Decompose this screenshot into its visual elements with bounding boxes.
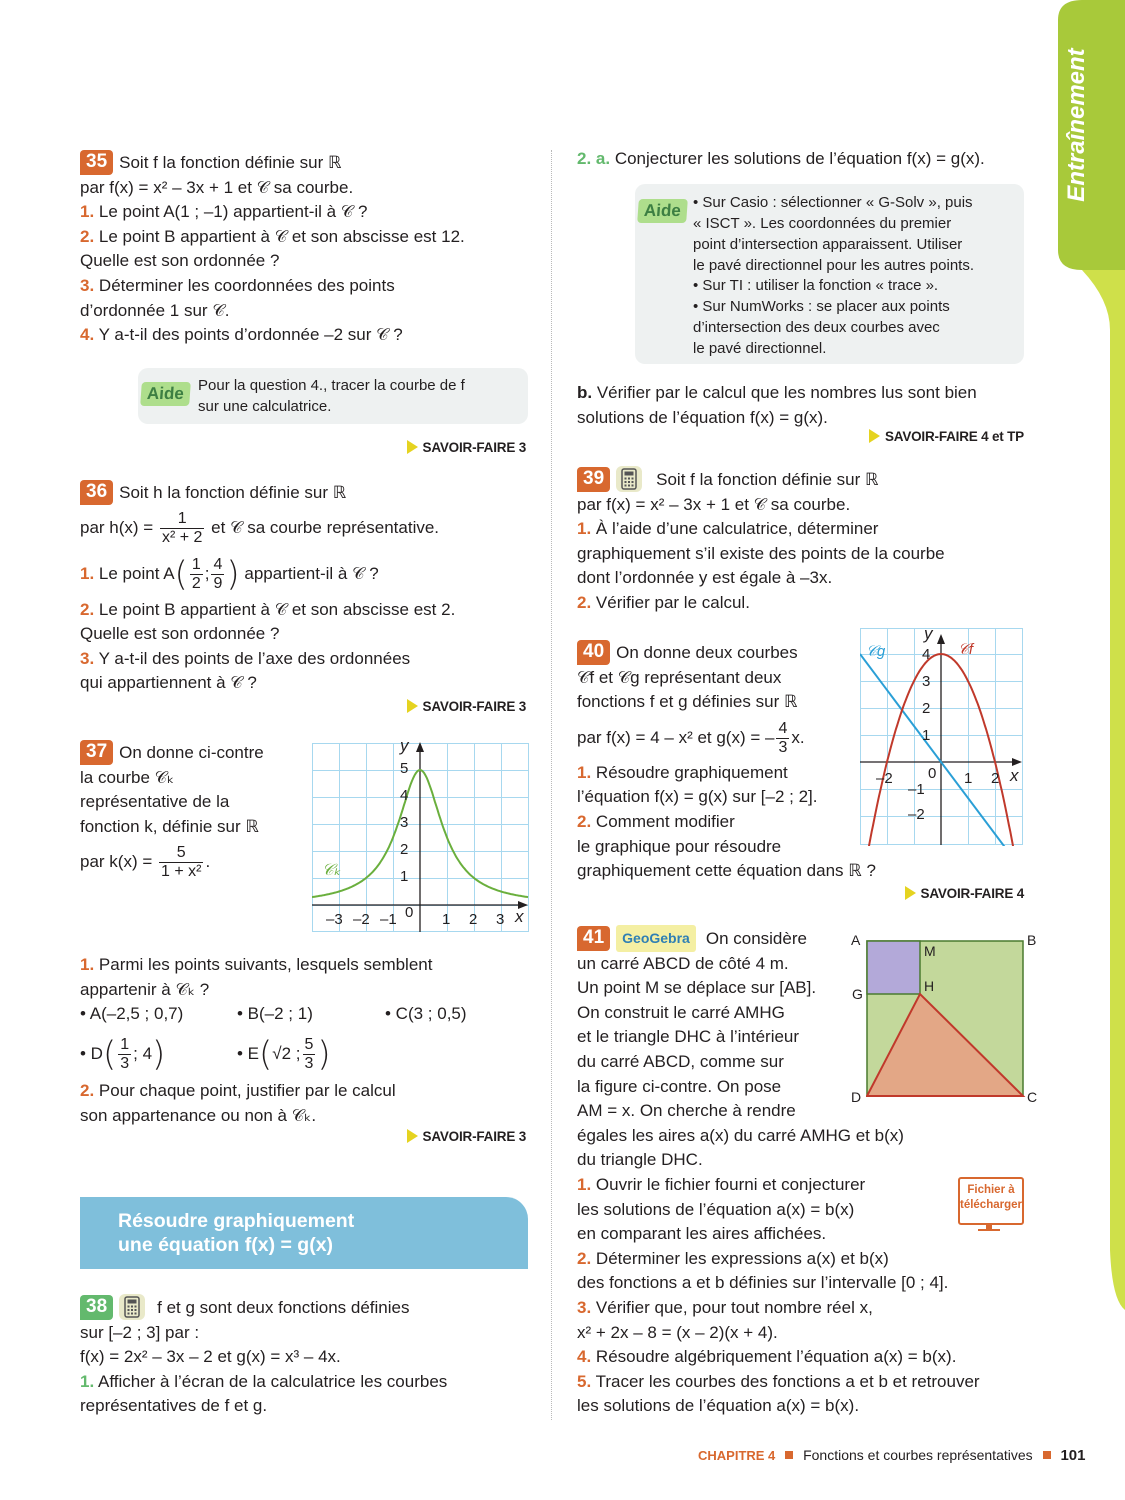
graph-fg-ylabel: y	[924, 624, 933, 643]
graph-fg-cg-label: 𝒞g	[866, 643, 886, 660]
graph-fg-xtick: –2	[876, 770, 893, 787]
section-title-line1: Résoudre graphiquement	[118, 1210, 355, 1232]
section-header	[80, 1197, 528, 1269]
exercise-35: 35 Soit f la fonction définie sur ℝ par f(x) = x² – 3x + 1 et 𝒞 sa courbe. 1. Le point A(1 ; –1) appartient-il à 𝒞 ? 2. Le point B appartient à 𝒞 et son abscisse est 12. Quelle est son ordonnée ? 3. Déterminer les coordonnées des points d’ordonnée 1 sur 𝒞. 4. Y a-t-il des points d’ordonnée –2 sur 𝒞 ?	[80, 151, 465, 345]
square-figure	[866, 940, 1026, 1098]
savoir-faire-link[interactable]: SAVOIR-FAIRE 3	[407, 699, 526, 714]
graph-fg-ytick: –1	[908, 781, 925, 798]
graph-ck-xtick: 0	[405, 904, 414, 921]
aide-box-38: Aide • Sur Casio : sélectionner « G-Solv », puis « ISCT ». Les coordonnées du premier point d’intersection apparaissent. Utiliser le pavé directionnel pour les autres points. • Sur TI : utiliser la fonction « trace ». • Sur NumWorks : se placer aux points d’intersection des deux courbes avec le pavé directionnel.	[635, 184, 1024, 364]
exercise-36: 36 Soit h la fonction définie sur ℝ par h(x) = $\frac{1}{\text{x² + 2}}$ et 𝒞 sa courbe représentative. 1. Le point A( $\frac{1}{2}$ ; $\frac{4}{9}$ ) appartient-il à 𝒞 ? 2. Le point B appartient à 𝒞 et son abscisse est 2. Quelle est son ordonnée ? 3. Y a-t-il des points de l’axe des ordonnées qui appartiennent à 𝒞 ?	[80, 481, 456, 693]
side-tab	[1058, 0, 1125, 1310]
graph-ck-xlabel: x	[515, 907, 524, 926]
section-title-line2: une équation f(x) = g(x)	[118, 1234, 334, 1256]
savoir-faire-link[interactable]: SAVOIR-FAIRE 3	[407, 440, 526, 455]
graph-fg-cf-label: 𝒞f	[958, 641, 974, 658]
download-file-button[interactable]: Fichier à télécharger	[958, 1177, 1022, 1235]
calculator-icon	[119, 1294, 145, 1320]
exercise-37: 37 On donne ci-contre la courbe 𝒞ₖ représentative de la fonction k, définie sur ℝ par k(x) = $\frac{5}{\text{1 + x²}}$ .	[80, 741, 264, 881]
savoir-faire-link[interactable]: SAVOIR-FAIRE 4 et TP	[869, 429, 1024, 444]
footer-chapter: CHAPITRE 4	[698, 1448, 776, 1463]
graph-ck-xtick: –2	[353, 911, 370, 928]
graph-ck-ytick: 5	[400, 760, 409, 777]
vertex-label-D: D	[851, 1089, 862, 1105]
graph-fg-xlabel: x	[1010, 766, 1019, 785]
graph-fg-xtick: 2	[991, 770, 1000, 787]
exercise-38: 38 f et g sont deux fonctions définies sur [–2 ; 3] par : f(x) = 2x² – 3x – 2 et g(x) = x³ – 4x. 1. Afficher à l’écran de la calculatrice les courbes représentatives de f et g.	[80, 1296, 448, 1416]
aide-badge: Aide	[637, 199, 688, 223]
graph-ck-ylabel: y	[400, 736, 409, 755]
graph-ck-xtick: –3	[326, 911, 343, 928]
footer-separator	[1043, 1451, 1051, 1459]
exercise-number: 35	[80, 150, 113, 175]
fraction: $\frac{1}{\text{x² + 2}}$	[161, 509, 203, 546]
footer-title: Fonctions et courbes représentatives	[803, 1447, 1033, 1463]
savoir-faire-link[interactable]: SAVOIR-FAIRE 3	[407, 1129, 526, 1144]
exercise-number: 38	[80, 1295, 113, 1320]
vertex-label-C: C	[1027, 1089, 1038, 1105]
graph-ck-ytick: 2	[400, 841, 409, 858]
exercise-39: 39 Soit f la fonction définie sur ℝ par f(x) = x² – 3x + 1 et 𝒞 sa courbe. 1. À l’aide d’une calculatrice, déterminer graphiquement s’il existe des points de la courbe dont l’ordonnée y est égale à –3x. 2. Vérifier par le calcul.	[577, 468, 945, 612]
footer-separator	[785, 1451, 793, 1459]
graph-fg-ytick: 1	[922, 727, 931, 744]
savoir-faire-link[interactable]: SAVOIR-FAIRE 4	[905, 886, 1024, 901]
graph-ck-ytick: 3	[400, 814, 409, 831]
graph-fg-ytick: 3	[922, 673, 931, 690]
graph-fg-xtick: 1	[964, 770, 973, 787]
geogebra-badge[interactable]: GeoGebra	[616, 925, 696, 952]
footer	[698, 1445, 1085, 1466]
graph-ck-xtick: 2	[469, 911, 478, 928]
aide-box-35: Aide Pour la question 4., tracer la courbe de f sur une calculatrice.	[138, 368, 528, 424]
graph-ck-ytick: 4	[400, 787, 409, 804]
exercise-37-questions: 1. Parmi les points suivants, lesquels semblent appartenir à 𝒞ₖ ? • A(–2,5 ; 0,7) • B(–2 ; 1) • C(3 ; 0,5) • D( $\frac{1}{3}$ ; 4) • E(√2 ; $\frac{5}{3}$ ) 2. Pour chaque point, justifier par le calcul son appartenance ou non à 𝒞ₖ.	[80, 955, 467, 1125]
graph-ck-curve-label: 𝒞ₖ	[322, 862, 341, 879]
graph-fg-ytick: 2	[922, 700, 931, 717]
exercise-40: 40 On donne deux courbes 𝒞f et 𝒞g représentant deux fonctions f et g définies sur ℝ par f(x) = 4 – x² et g(x) = – $\frac{4}{3}$ x. 1. Résoudre graphiquement l’équation f(x) = g(x) sur [–2 ; 2]. 2. Comment modifier le graphique pour résoudre graphiquement cette équation dans ℝ ?	[577, 641, 876, 881]
page-number: 101	[1060, 1447, 1086, 1464]
graph-ck	[312, 740, 530, 934]
side-tab-label: Entraînement	[1063, 48, 1090, 202]
curve-g	[860, 654, 1006, 846]
exercise-38-b: b. Vérifier par le calcul que les nombres lus sont bien solutions de l’équation f(x) = g(x).	[577, 383, 977, 427]
graph-fg-ytick: –2	[908, 806, 925, 823]
vertex-label-A: A	[851, 932, 861, 948]
vertex-label-G: G	[852, 986, 863, 1002]
graph-ck-xtick: 1	[442, 911, 451, 928]
calculator-icon	[616, 466, 642, 492]
vertex-label-M: M	[924, 943, 936, 959]
vertex-label-H: H	[924, 978, 935, 994]
exercise-number: 41	[577, 926, 610, 951]
exercise-number: 39	[577, 467, 610, 492]
column-divider	[551, 150, 552, 1420]
exercise-number: 36	[80, 480, 113, 505]
vertex-label-B: B	[1027, 932, 1037, 948]
graph-ck-ytick: 1	[400, 868, 409, 885]
graph-ck-xtick: 3	[496, 911, 505, 928]
exercise-number: 40	[577, 640, 610, 665]
graph-ck-xtick: –1	[380, 911, 397, 928]
exercise-41: 41 GeoGebra On considère un carré ABCD de côté 4 m. Un point M se déplace sur [AB]. On construit le carré AMHG et le triangle DHC à l’intérieur du carré ABCD, comme sur la figure ci-contre. On pose AM = x. On cherche à rendre égales les aires a(x) du carré AMHG et b(x) du triangle DHC. 1. Ouvrir le fichier fourni et conjecturer les solutions de l’équation a(x) = b(x) en comparant les aires affichées. 2. Déterminer les expressions a(x) et b(x) des fonctions a et b définies sur l’intervalle [0 ; 4]. 3. Vérifier que, pour tout nombre réel x, x² + 2x – 8 = (x – 2)(x + 4). 4. Résoudre algébriquement l’équation a(x) = b(x). 5. Tracer les courbes des fonctions a et b et retrouver les solutions de l’équation a(x) = b(x).	[577, 927, 980, 1416]
graph-fg	[860, 628, 1024, 846]
aide-badge: Aide	[140, 382, 191, 406]
exercise-number: 37	[80, 740, 113, 765]
graph-fg-ytick: 4	[922, 646, 931, 663]
graph-fg-xtick: 0	[928, 765, 937, 782]
